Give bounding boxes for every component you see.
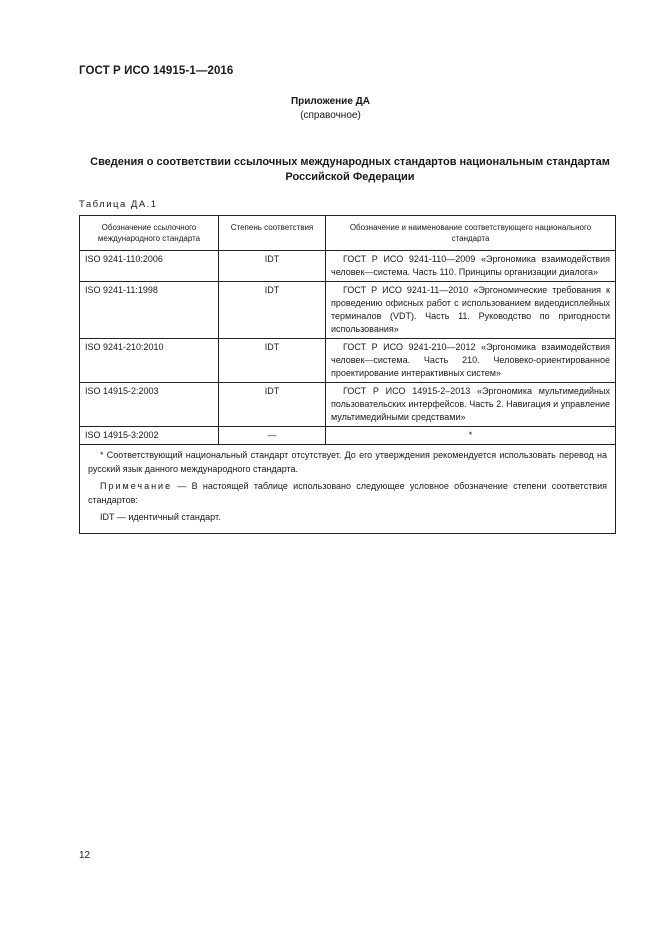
page-header-code: ГОСТ Р ИСО 14915-1—2016	[79, 65, 234, 77]
annex-heading	[0, 95, 661, 123]
note-idt: IDT — идентичный стандарт.	[100, 512, 221, 522]
cell-national: ГОСТ Р ИСО 9241-110—2009 «Эргономика взаимодействия человек—система. Часть 110. Принципы организации диалога»	[326, 251, 616, 282]
cell-intl: ISO 9241-11:1998	[80, 282, 219, 339]
cell-intl: ISO 14915-2:2003	[80, 383, 219, 427]
cell-national: ГОСТ Р ИСО 9241-210—2012 «Эргономика взаимодействия человек—система. Часть 210. Человеко-ориентированное проектирование интерактивных систем»	[326, 339, 616, 383]
page-number: 12	[79, 850, 91, 861]
annex-title: Приложение ДА	[290, 96, 371, 107]
table-footer-row	[80, 445, 616, 534]
note-text: — В настоящей таблице использовано следующее условное обозначение степени соответствия стандартов:	[88, 481, 607, 505]
cell-degree: —	[219, 427, 326, 445]
cell-intl: ISO 9241-110:2006	[80, 251, 219, 282]
cell-national: ГОСТ Р ИСО 9241-11—2010 «Эргономические требования к проведению офисных работ с использованием видеодисплейных терминалов (VDT). Часть 11. Руководство по пригодности использования»	[326, 282, 616, 339]
table-footnote-cell	[80, 445, 616, 534]
table-header-row	[80, 216, 616, 251]
note-paragraph	[88, 479, 607, 507]
header-degree: Степень соответствия	[219, 216, 326, 251]
table-row	[80, 251, 616, 282]
cell-degree: IDT	[219, 251, 326, 282]
cell-intl: ISO 14915-3:2002	[80, 427, 219, 445]
cell-degree: IDT	[219, 339, 326, 383]
document-title: Сведения о соответствии ссылочных международных стандартов национальным стандартам Российской Федерации	[90, 156, 610, 183]
cell-national: ГОСТ Р ИСО 14915-2–2013 «Эргономика мультимедийных пользовательских интерфейсов. Часть 2. Навигация и управление мультимедийными средствами»	[326, 383, 616, 427]
table-row	[80, 427, 616, 445]
table-row	[80, 383, 616, 427]
cell-degree: IDT	[219, 282, 326, 339]
table-row	[80, 282, 616, 339]
cell-degree: IDT	[219, 383, 326, 427]
standards-table	[79, 215, 616, 534]
table-caption: Таблица ДА.1	[79, 199, 158, 210]
table-row	[80, 339, 616, 383]
footnote-text: * Соответствующий национальный стандарт отсутствует. До его утверждения рекомендуется использовать перевод на русский язык данного международного стандарта.	[88, 450, 607, 474]
cell-intl: ISO 9241-210:2010	[80, 339, 219, 383]
annex-subtitle: (справочное)	[300, 110, 361, 121]
header-national-standard: Обозначение и наименование соответствующего национального стандарта	[326, 216, 616, 251]
note-label: Примечание	[100, 481, 173, 491]
cell-national: *	[326, 427, 616, 445]
header-intl-standard: Обозначение ссылочного международного стандарта	[80, 216, 219, 251]
